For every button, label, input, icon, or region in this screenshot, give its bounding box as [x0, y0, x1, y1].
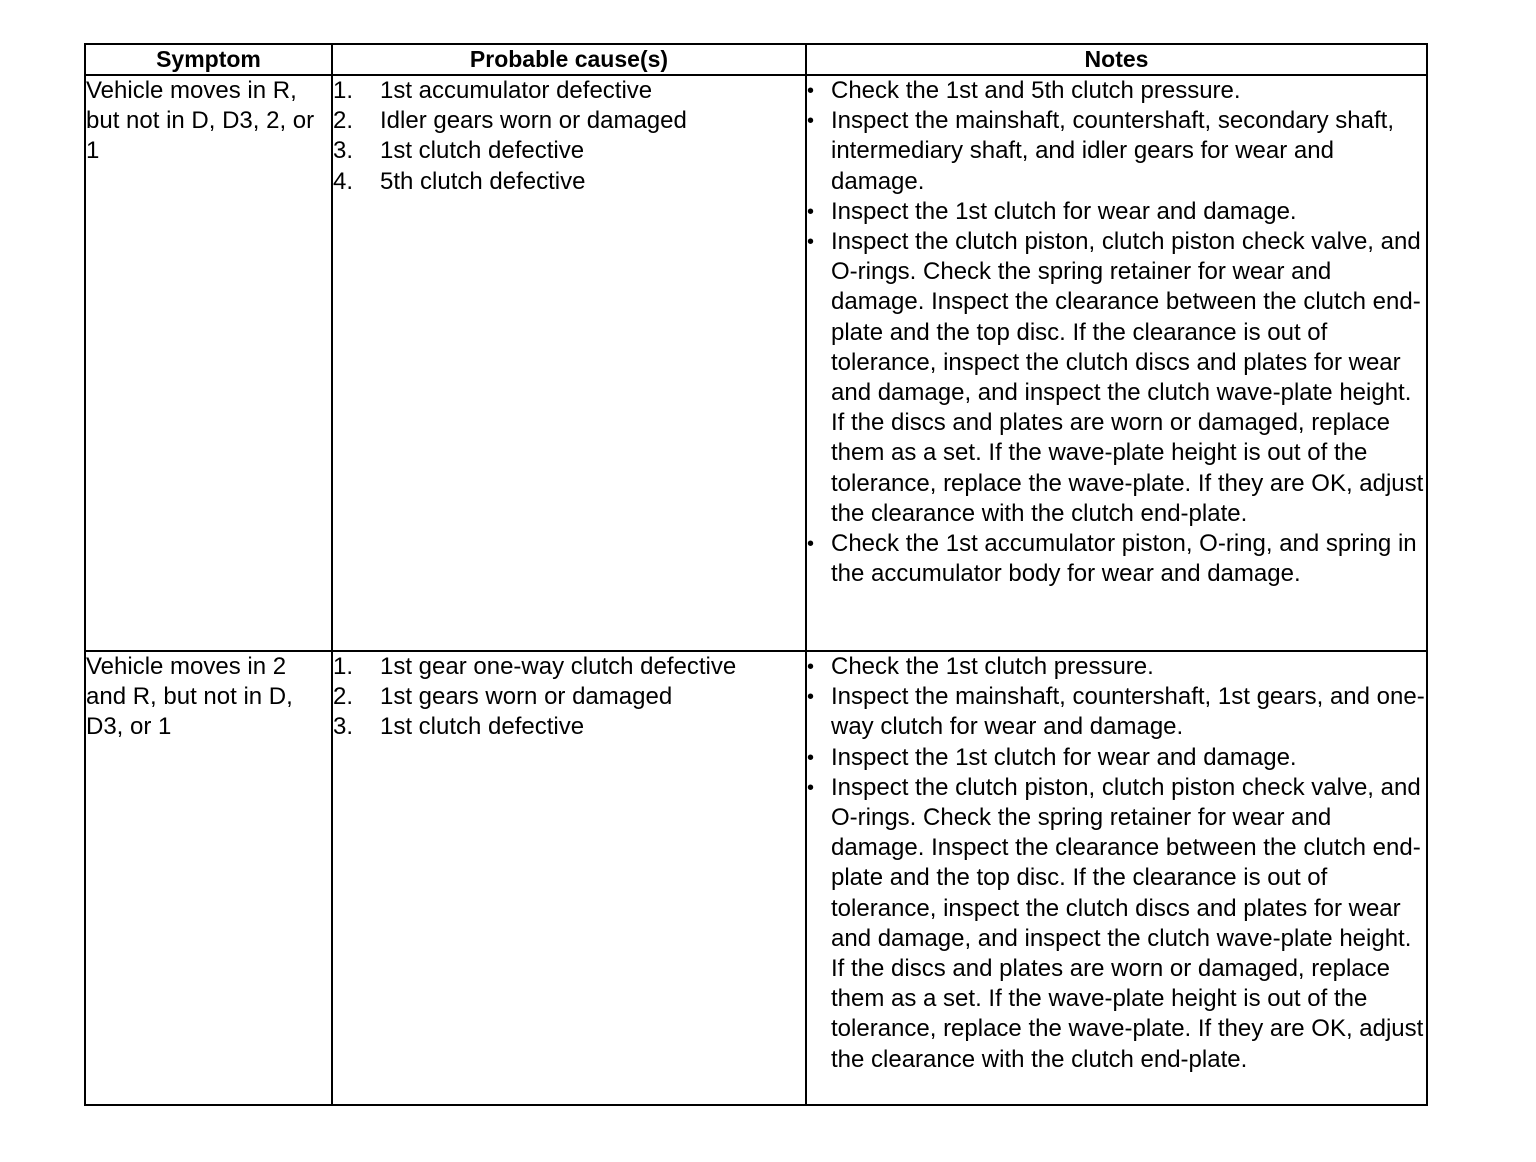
cause-number: 4.	[333, 167, 354, 195]
bullet-icon: •	[807, 200, 815, 223]
causes-list	[333, 652, 805, 743]
note-text: Check the 1st clutch pressure.	[831, 653, 1154, 680]
note-item	[807, 652, 1426, 682]
notes-cell	[806, 75, 1427, 651]
bullet-icon: •	[807, 231, 815, 254]
table-row	[85, 75, 1427, 651]
notes-header: Notes	[806, 44, 1427, 75]
bullet-icon: •	[807, 80, 815, 102]
note-item	[807, 773, 1426, 1075]
cause-number: 1.	[333, 653, 354, 680]
troubleshooting-table	[84, 43, 1428, 1106]
note-text: Inspect the 1st clutch for wear and damage.	[831, 197, 1297, 225]
cause-item	[333, 712, 805, 742]
cause-item	[333, 167, 805, 197]
causes-cell	[332, 75, 806, 651]
cause-text: 1st gears worn or damaged	[380, 683, 673, 711]
cause-text: Idler gears worn or damaged	[380, 107, 687, 135]
cause-number: 2.	[333, 683, 354, 711]
cause-text: 1st accumulator defective	[380, 77, 653, 104]
cause-item	[333, 136, 805, 166]
symptom-cell	[85, 75, 332, 651]
note-item	[807, 197, 1426, 227]
notes-cell	[806, 651, 1427, 1105]
note-text: Inspect the mainshaft, countershaft, secondary shaft, intermediary shaft, and idler gears for wear and damage.	[831, 107, 1394, 195]
cause-item	[333, 76, 805, 106]
probable-causes-header: Probable cause(s)	[332, 44, 806, 75]
symptom-text: Vehicle moves in R, but not in D, D3, 2, or 1	[86, 77, 315, 165]
note-text: Inspect the 1st clutch for wear and damage.	[831, 743, 1297, 771]
symptom-cell	[85, 651, 332, 1105]
note-item	[807, 76, 1426, 106]
note-item	[807, 682, 1426, 742]
note-text: Check the 1st and 5th clutch pressure.	[831, 77, 1241, 104]
cause-item	[333, 652, 805, 682]
cause-number: 3.	[333, 137, 354, 165]
note-item	[807, 743, 1426, 773]
cause-text: 5th clutch defective	[380, 167, 586, 195]
causes-cell	[332, 651, 806, 1105]
cause-item	[333, 106, 805, 136]
note-item	[807, 227, 1426, 529]
cause-number: 3.	[333, 713, 354, 741]
causes-list	[333, 76, 805, 197]
bullet-icon: •	[807, 746, 815, 769]
note-text: Inspect the mainshaft, countershaft, 1st gears, and one-way clutch for wear and damage.	[831, 683, 1425, 741]
cause-text: 1st clutch defective	[380, 137, 585, 165]
note-text: Check the 1st accumulator piston, O-ring, and spring in the accumulator body for wear and damage.	[831, 530, 1417, 588]
notes-list	[807, 652, 1426, 1075]
table-row	[85, 651, 1427, 1105]
symptom-text: Vehicle moves in 2 and R, but not in D, D3, or 1	[86, 653, 293, 741]
note-item	[807, 529, 1426, 589]
header-row	[85, 44, 1427, 75]
bullet-icon: •	[807, 533, 815, 556]
symptom-header: Symptom	[85, 44, 332, 75]
cause-number: 1.	[333, 77, 354, 104]
cause-number: 2.	[333, 107, 354, 135]
bullet-icon: •	[807, 776, 815, 799]
note-text: Inspect the clutch piston, clutch piston check valve, and O-rings. Check the spring retainer for wear and damage. Inspect the clearance between the clutch end-plate and the top disc. If the clearance is out of tolerance, inspect the clutch discs and plates for wear and damage, and inspect the clutch wave-plate height. If the discs and plates are worn or damaged, replace them as a set. If the wave-plate height is out of the tolerance, replace the wave-plate. If they are OK, adjust the clearance with the clutch end-plate.	[831, 228, 1424, 527]
cause-text: 1st clutch defective	[380, 713, 585, 741]
bullet-icon: •	[807, 110, 815, 133]
note-text: Inspect the clutch piston, clutch piston check valve, and O-rings. Check the spring retainer for wear and damage. Inspect the clearance between the clutch end-plate and the top disc. If the clearance is out of tolerance, inspect the clutch discs and plates for wear and damage, and inspect the clutch wave-plate height. If the discs and plates are worn or damaged, replace them as a set. If the wave-plate height is out of the tolerance, replace the wave-plate. If they are OK, adjust the clearance with the clutch end-plate.	[831, 773, 1424, 1073]
cause-item	[333, 682, 805, 712]
troubleshooting-sheet	[84, 43, 1426, 1106]
cause-text: 1st gear one-way clutch defective	[380, 653, 737, 680]
notes-list	[807, 76, 1426, 589]
note-item	[807, 106, 1426, 197]
bullet-icon: •	[807, 686, 815, 709]
bullet-icon: •	[807, 656, 815, 678]
